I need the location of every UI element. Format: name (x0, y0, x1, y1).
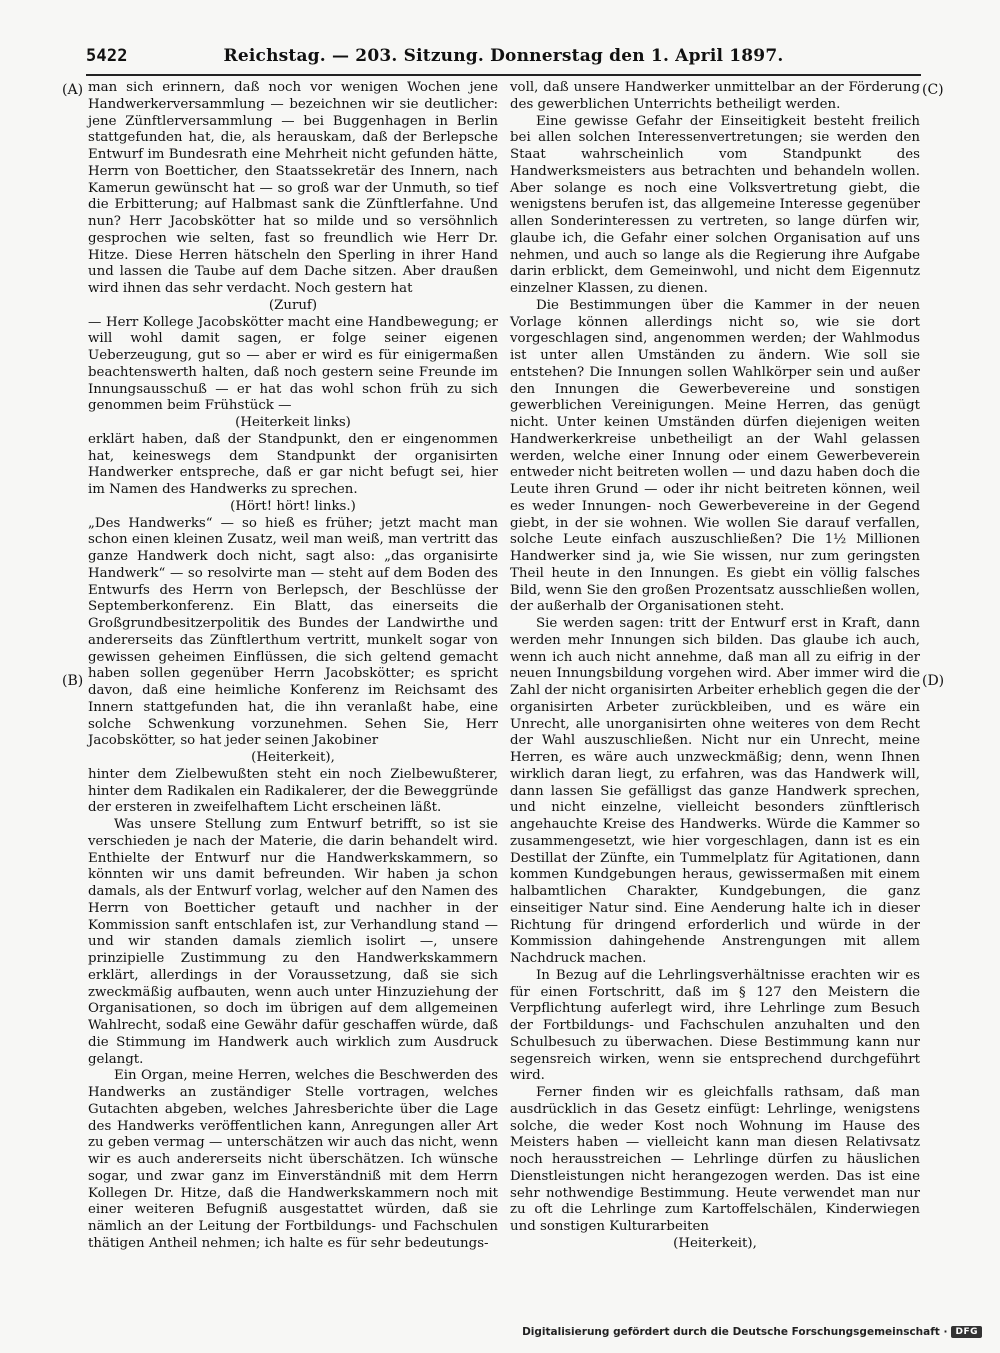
paragraph: man sich erinnern, daß noch vor wenigen Wochen jene Handwerkerversammlung — bezeichnen wir sie deutlicher: jene Zünftlerversammlung — bei Buggenhagen in Berlin stattgefunden hat, die, als herauskam, daß der Berlepsche Entwurf im Bundesrath eine Mehrheit nicht gefunden hätte, Herrn von Boetticher, den Staatssekretär des Innern, nach Kamerun gewünscht hat — so groß war der Unmuth, so tief die Erbitterung; auf Halbmast sank die Zünftlerfahne. Und nun? Herr Jacobskötter hat so milde und so versöhnlich gesprochen wie selten, fast so freundlich wie Herr Dr. Hitze. Diese Herren hätscheln den Sperling in ihrer Hand und lassen die Taube auf dem Dache sitzen. Aber draußen wird ihnen das sehr verdacht. Noch gestern hat (88, 80, 498, 296)
paragraph: hinter dem Zielbewußten steht ein noch Zielbewußterer, hinter dem Radikalen ein Radikalerer, der die Beweggründe der ersteren in zweifelhaftem Licht erscheinen läßt. (88, 766, 498, 816)
paragraph: erklärt haben, daß der Standpunkt, den er eingenommen hat, keineswegs dem Standpunkt der organisirten Handwerker entspreche, daß er gar nicht befugt sei, hier im Namen des Handwerks zu sprechen. (88, 431, 498, 497)
margin-mark-d: (D) (922, 673, 945, 689)
paragraph: Die Bestimmungen über die Kammer in der neuen Vorlage können allerdings nicht so, wie sie dort vorgeschlagen sind, angenommen werden; der Wahlmodus ist unter allen Umständen zu ändern. Wie soll sie entstehen? Die Innungen sollen Wahlkörper sein und außer den Innungen die Gewerbevereine und sonstigen gewerblichen Vereinigungen. Meine Herren, das genügt nicht. Unter keinen Umständen dürfen diejenigen weiten Handwerkerkreise unbetheiligt an der Wahl gelassen werden, welche einer Innung oder einem Gewerbeverein entweder nicht beitreten wollen — und dazu haben doch die Leute ihren Grund — oder ihr nicht beitreten können, weil es weder Innungen- noch Gewerbevereine in der Gegend giebt, in der sie wohnen. Wie wollen Sie darauf verfallen, solche Leute einfach auszuschließen? Die 1½ Millionen Handwerker sind ja, wie Sie wissen, nur zum geringsten Theil heute in den Innungen. Es giebt ein völlig falsches Bild, wenn Sie den großen Prozentsatz ausschließen wollen, der außerhalb der Organisationen steht. (510, 297, 920, 615)
footer (522, 1326, 982, 1338)
right-column (510, 80, 920, 1253)
page-header (86, 44, 921, 76)
paragraph: — Herr Kollege Jacobskötter macht eine Handbewegung; er will wohl damit sagen, er folge seiner eigenen Ueberzeugung, gut so — aber er wird es für einigermaßen beachtenswerth halten, daß noch gestern seine Freunde im Innungsausschuß — er hat das wohl schon früh zu sich genommen beim Frühstück — (88, 314, 498, 414)
stage-direction: (Heiterkeit), (673, 1235, 757, 1251)
margin-mark-c: (C) (922, 82, 944, 98)
margin-mark-b: (B) (62, 673, 84, 689)
paragraph: Eine gewisse Gefahr der Einseitigkeit besteht freilich bei allen solchen Interessenvertretungen; sie werden den Staat wahrscheinlich vom Standpunkt des Handwerksmeisters aus betrachten und behandeln wollen. Aber solange es noch eine Volksvertretung giebt, die wenigstens berufen ist, das allgemeine Interesse gegenüber allen Sonderinteressen zu vertreten, so lange dürfen wir, glaube ich, die Gefahr einer solchen Organisation auf uns nehmen, und auch so lange als die Regierung ihre Aufgabe darin erblickt, dem Gemeinwohl, und nicht dem Eigennutz einzelner Klassen, zu dienen. (510, 113, 920, 296)
stage-direction: (Hört! hört! links.) (230, 498, 356, 514)
paragraph: „Des Handwerks“ — so hieß es früher; jetzt macht man schon einen kleinen Zusatz, weil man weiß, man vertritt das ganze Handwerk doch nicht, sagt also: „das organisirte Handwerk“ — so resolvirte man — steht auf dem Boden des Entwurfs des Herrn von Berlepsch, der Beschlüsse der Septemberkonferenz. Ein Blatt, das einerseits die Großgrundbesitzerpolitik des Bundes der Landwirthe und andererseits das Zünftlerthum vertritt, munkelt sogar von gewissen geheimen Einflüssen, die sich geltend gemacht haben sollen gegenüber Herrn Jacobskötter; es spricht davon, daß eine heimliche Konferenz im Reichsamt des Innern stattgefunden hat, die ihn veranlaßt habe, eine solche Schwenkung vorzunehmen. Sehen Sie, Herr Jacobskötter, so hat jeder seinen Jakobiner (88, 515, 498, 749)
paragraph: voll, daß unsere Handwerker unmittelbar an der Förderung des gewerblichen Unterrichts betheiligt werden. (510, 80, 920, 112)
paragraph: Ferner finden wir es gleichfalls rathsam, daß man ausdrücklich in das Gesetz einfügt: Lehrlinge, wenigstens solche, die weder Kost noch Wohnung im Hause des Meisters haben — vielleicht kann man diesen Relativsatz noch herausstreichen — Lehrlinge dürfen zu häuslichen Dienstleistungen nicht herangezogen werden. Das ist eine sehr nothwendige Bestimmung. Heute verwendet man nur zu oft die Lehrlinge zum Kartoffelschälen, Kinderwiegen und sonstigen Kulturarbeiten (510, 1085, 920, 1234)
stage-direction: (Zuruf) (268, 297, 318, 313)
footer-text: Digitalisierung gefördert durch die Deutsche Forschungsgemeinschaft · (522, 1326, 948, 1338)
paragraph: Sie werden sagen: tritt der Entwurf erst in Kraft, dann werden mehr Innungen sich bilden. Das glaube ich auch, wenn ich auch nicht annehme, daß man all zu eifrig in der neuen Innungsbildung vorgehen wird. Aber immer wird die Zahl der nicht organisirten Arbeiter erheblich gegen die der organisirten Arbeter zurückbleiben, und es wäre ein Unrecht, alle unorganisirten ohne weiteres von dem Recht der Wahl auszuschließen. Nicht nur ein Unrecht, meine Herren, es wäre auch unzweckmäßig; denn, wenn Ihnen wirklich daran liegt, zu erfahren, was das Handwerk will, dann lassen Sie gefälligst das ganze Handwerk sprechen, und nicht einzelne, vielleicht besonders zünftlerisch angehauchte Kreise des Handwerks. Würde die Kammer so zusammengesetzt, wie hier vorgeschlagen, dann ist es ein Destillat der Zünfte, ein Tummelplatz für Agitationen, dann kommen Kundgebungen heraus, gewissermaßen mit einem halbamtlichen Charakter, Kundgebungen, die ganz einseitiger Natur sind. Eine Aenderung halte ich in dieser Richtung für dringend erforderlich und würde in der Kommission dahingehende Anstrengungen mit allem Nachdruck machen. (510, 616, 920, 966)
stage-direction: (Heiterkeit), (251, 750, 335, 765)
paragraph: In Bezug auf die Lehrlingsverhältnisse erachten wir es für einen Fortschritt, daß im § 127 den Meistern die Verpflichtung auferlegt wird, ihre Lehrlinge zum Besuch der Fortbildungs- und Fachschulen anzuhalten und den Schulbesuch zu überwachen. Diese Bestimmung kann nur segensreich wirken, wenn sie entsprechend durchgeführt wird. (510, 967, 920, 1084)
page-number: 5422 (86, 46, 128, 66)
paragraph: Ein Organ, meine Herren, welches die Beschwerden des Handwerks an zuständiger Stelle vortragen, welches Gutachten abgeben, welches Jahresberichte über die Lage des Handwerks veröffentlichen kann, Anregungen aller Art zu geben vermag — unterschätzen wir auch das nicht, wenn wir es auch andererseits nicht überschätzen. Ich wünsche sogar, und zwar ganz im Einverständniß mit dem Herrn Kollegen Dr. Hitze, daß die Handwerkskammern noch mit einer weiteren Befugniß ausgestattet würden, daß sie nämlich an der Leitung der Fortbildungs- und Fachschulen thätigen Antheil nehmen; ich halte es für sehr bedeutungs- (88, 1068, 498, 1251)
margin-mark-a: (A) (62, 82, 84, 98)
page-title: Reichstag. — 203. Sitzung. Donnerstag den 1. April 1897. (223, 46, 784, 66)
dfg-logo[interactable]: DFG (951, 1326, 982, 1338)
left-column (88, 80, 498, 1253)
paragraph: Was unsere Stellung zum Entwurf betrifft, so ist sie verschieden je nach der Materie, die darin behandelt wird. Enthielte der Entwurf nur die Handwerkskammern, so könnten wir uns damit befreunden. Wir haben ja schon damals, als der Entwurf vorlag, welcher auf den Namen des Herrn von Boetticher getauft und nachher in der Kommission sanft entschlafen ist, zur Verhandlung stand — und wir standen damals ziemlich isolirt —, unsere prinzipielle Zustimmung zu den Handwerkskammern erklärt, allerdings in der Voraussetzung, daß sie sich zweckmäßig aufbauten, wenn auch unter Hinzuziehung der Organisationen, so doch im übrigen auf dem allgemeinen Wahlrecht, sodaß eine Gewähr dafür geschaffen würde, daß die Stimmung im Handwerk auch wirklich zum Ausdruck gelangt. (88, 817, 498, 1067)
stage-direction: (Heiterkeit links) (235, 415, 351, 430)
